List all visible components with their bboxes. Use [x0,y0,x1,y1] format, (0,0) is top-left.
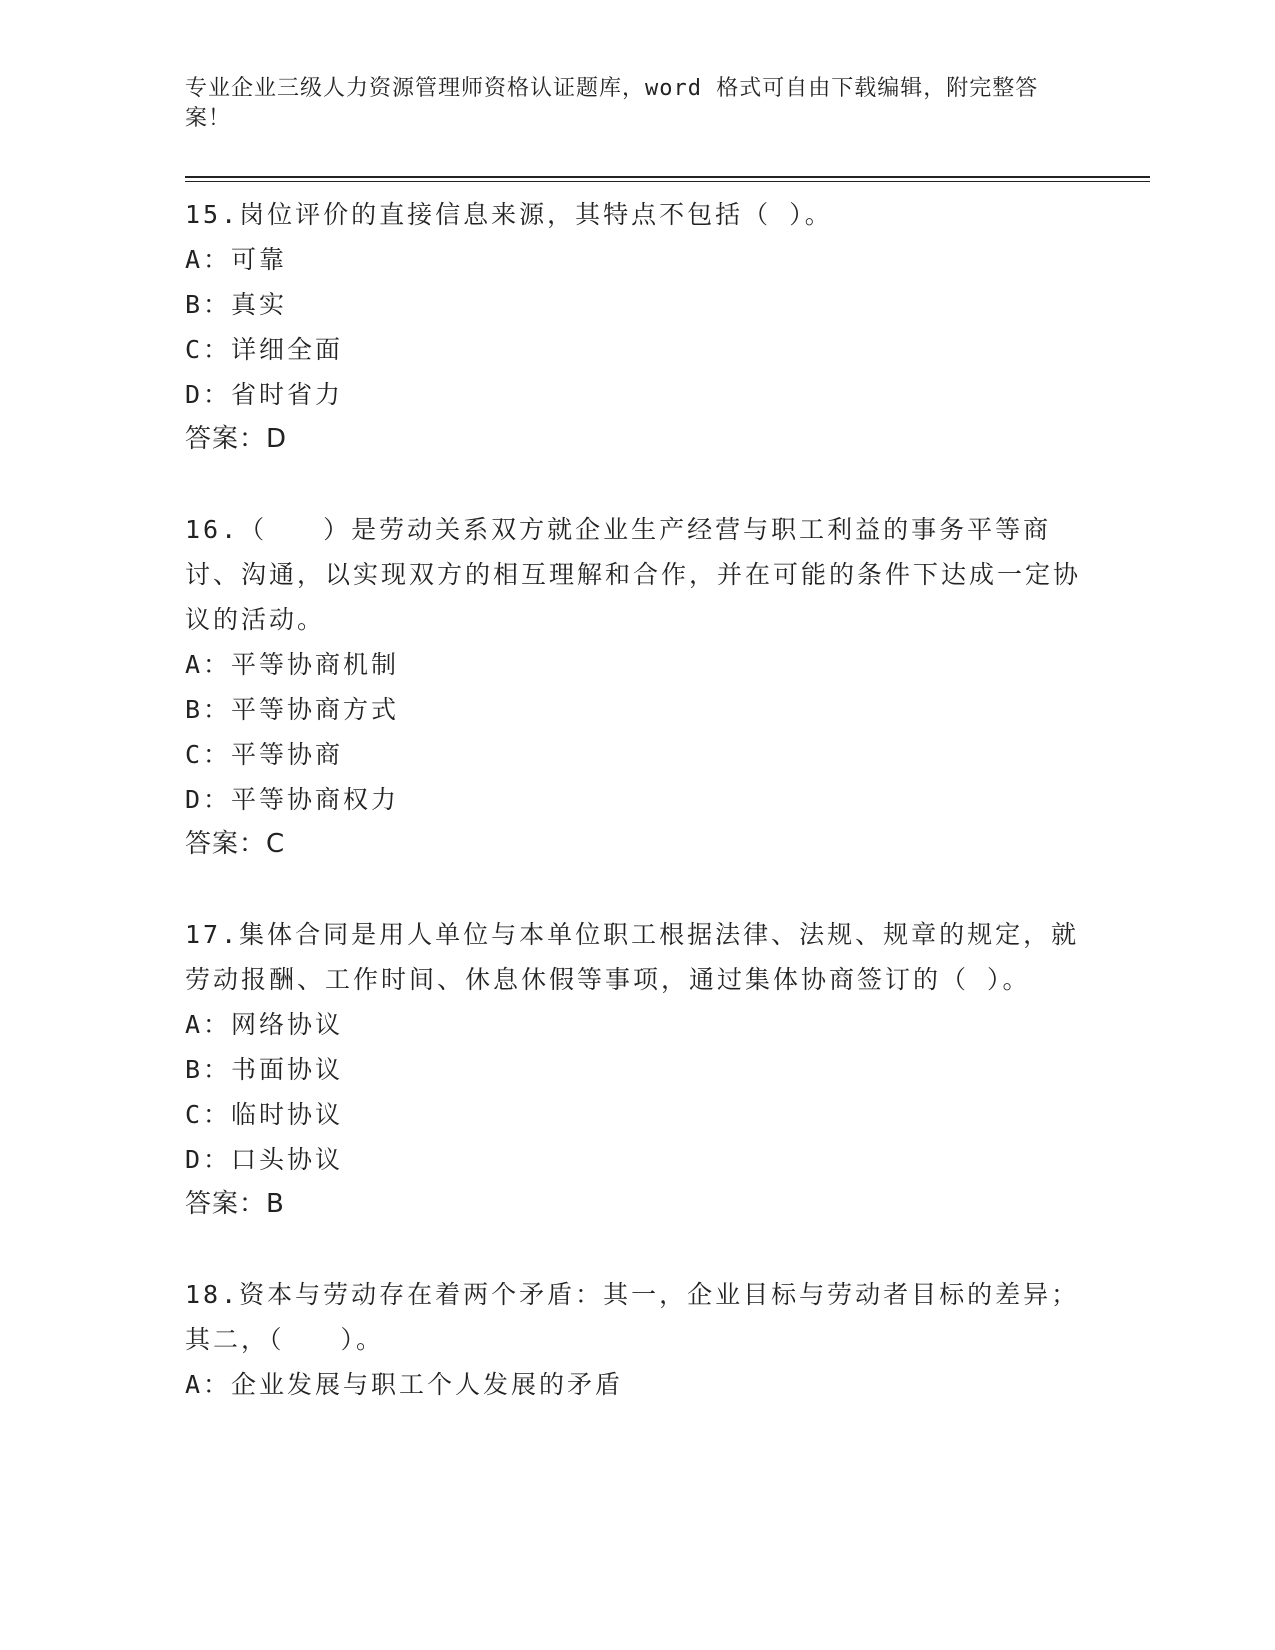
option-a: A：网络协议 [185,1010,344,1039]
option-b: B：书面协议 [185,1055,344,1084]
option-d: D：口头协议 [185,1145,344,1174]
question-stem: 17.集体合同是用人单位与本单位职工根据法律、法规、规章的规定，就劳动报酬、工作时间、休息休假等事项，通过集体协商签订的（ ）。 [185,920,1080,994]
option-c: C：平等协商 [185,740,344,769]
option-a: A：可靠 [185,245,288,274]
question-18 [185,1272,1085,1407]
question-stem: 18.资本与劳动存在着两个矛盾：其一，企业目标与劳动者目标的差异；其二，（ ）。 [185,1280,1080,1354]
page-header-text: 专业企业三级人力资源管理师资格认证题库，word 格式可自由下载编辑，附完整答案！ [185,76,1039,131]
question-16 [185,507,1085,867]
answer-line: 答案：D [185,424,288,454]
question-stem: 15.岗位评价的直接信息来源，其特点不包括（ ）。 [185,200,833,229]
option-b: B：真实 [185,290,288,319]
question-15 [185,192,1085,462]
option-c: C：临时协议 [185,1100,344,1129]
answer-line: 答案：B [185,1189,285,1219]
header-divider-thin [185,181,1150,182]
option-b: B：平等协商方式 [185,695,400,724]
option-d: D：省时省力 [185,380,344,409]
header-divider-thick [185,176,1150,178]
answer-line: 答案：C [185,829,286,859]
option-d: D：平等协商权力 [185,785,400,814]
question-list [185,192,1085,1407]
option-a: A：平等协商机制 [185,650,400,679]
question-stem: 16.（ ）是劳动关系双方就企业生产经营与职工利益的事务平等商讨、沟通，以实现双方的相互理解和合作，并在可能的条件下达成一定协议的活动。 [185,515,1082,634]
option-a: A：企业发展与职工个人发展的矛盾 [185,1370,624,1399]
question-17 [185,912,1085,1227]
option-c: C：详细全面 [185,335,344,364]
